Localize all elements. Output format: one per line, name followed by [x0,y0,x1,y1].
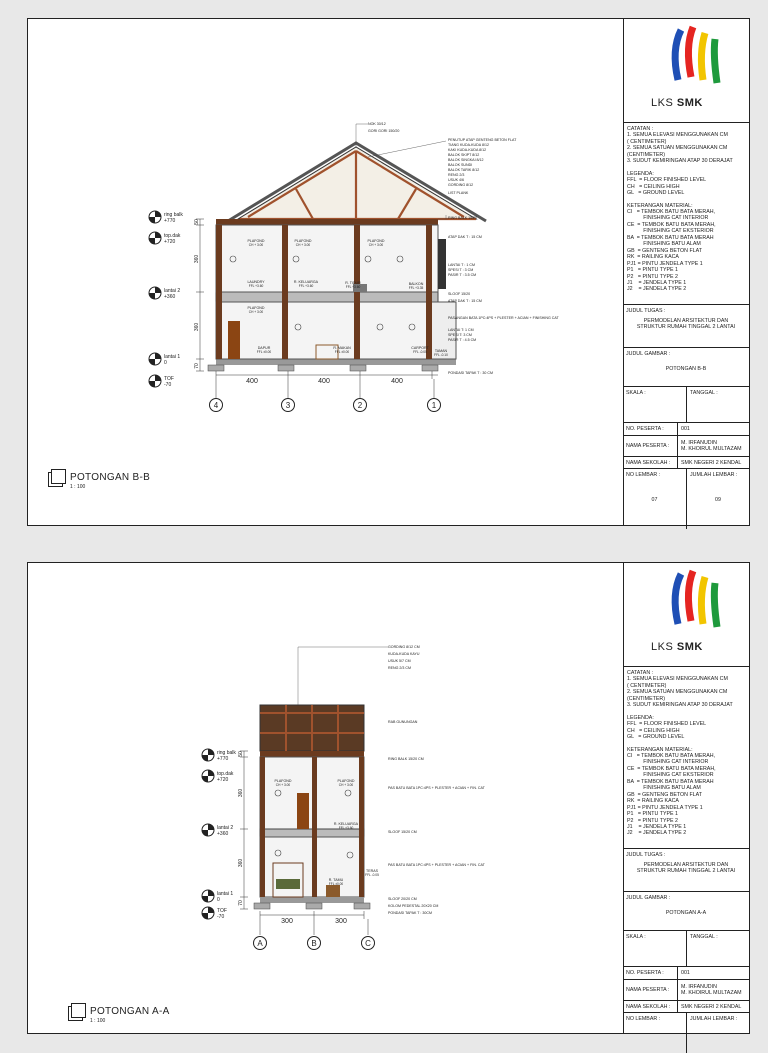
grid-label: A [257,939,263,948]
judul-tugas-label: JUDUL TUGAS : [626,308,666,314]
no-peserta-label: NO. PESERTA : [623,967,678,979]
vertical-dimension: 360 [238,858,244,868]
room-level: FFL +3.60 [345,285,361,289]
callout-label: GORI GORI 150/20 [368,129,400,133]
material-line: FINISHING CAT EKSTERIOR [627,228,714,235]
callout-label: PONDASI TAPAK T : 30CM [388,911,433,915]
room-name: TERAS [366,869,378,873]
room-name: TAMAN [434,349,448,353]
catatan-line: 3. SUDUT KEMIRINGAN ATAP 30 DERAJAT [627,702,733,709]
material-line: P1 = PINTU TYPE 1 [627,267,678,274]
level-value: +770 [164,218,176,224]
room-level: FFL +3.60 [248,284,264,288]
level-name: lantai 1 [217,891,234,897]
horizontal-dimension: 400 [391,378,403,385]
material-line: CE = TEMBOK BATU BATA MERAH, [627,221,716,228]
callout-label: RAB GUNUNGAN [388,720,418,724]
grid-label: 2 [357,401,363,410]
grid-label: 4 [213,401,219,410]
callout-label: PASIR T : 3.5 CM [448,273,477,277]
nama-peserta-row [623,980,749,1001]
callout-label: KOLOM PEDESTAL 20X20 CM [388,904,439,908]
judul-gambar-label: JUDUL GAMBAR : [626,895,671,901]
room-level: FFL +3.60 [338,826,354,830]
nama-sekolah-value: SMK NEGERI 2 KENDAL [681,459,742,466]
callout-label: SLOOF 15/20 CM [388,830,417,834]
jumlah-lembar-label: JUMLAH LEMBAR : [690,472,738,478]
judul-tugas-value: PERMODELAN ARSITEKTUR DAN STRUKTUR RUMAH TINGGAL 2 LANTAI [636,862,736,874]
callout-label: RENG 2/3 [448,173,465,177]
room-level: FFL -0.10 [434,353,448,357]
jumlah-lembar-value: 09 [715,497,721,503]
callout-label: USUK 5/7 CM [388,659,411,663]
material-line: J1 = JENDELA TYPE 1 [627,823,687,830]
callout-label: NOK 30/12 [368,122,386,126]
catatan-line: 2. SEMUA SATUAN MENGGUNAKAN CM [627,689,728,696]
level-value: +360 [164,294,176,300]
callout-label: LANTAI T: 1 CM [448,328,474,332]
title-block [623,19,749,525]
material-line: P2 = PINTU TYPE 2 [627,817,678,824]
judul-tugas-label: JUDUL TUGAS : [626,852,666,858]
nama-peserta-2: M. KHOIRUL MULTAZAM [681,446,742,452]
catatan-line: ( CENTIMETER) [627,138,667,145]
skala-label: SKALA : [626,390,646,396]
grid-label: 1 [431,401,437,410]
level-name: ring balk [164,212,183,218]
catatan-list [627,126,745,165]
no-peserta-value: 001 [681,426,690,432]
catatan-line: (CENTIMETER) [627,695,665,702]
level-name: lantai 2 [164,288,181,294]
drawing-sheet-1 [27,18,750,526]
grid-label: B [311,939,317,948]
level-name: top.dak [164,233,181,239]
legenda-line: FFL = FLOOR FINISHED LEVEL [627,177,707,184]
level-value: +720 [164,239,176,245]
room-name: R. TAMU [328,878,344,882]
catatan-line: CATATAN : [627,670,654,676]
vertical-dimension: 70 [194,363,200,369]
judul-gambar-value: POTONGAN A-A [665,910,707,916]
nama-sekolah-row [623,1001,749,1013]
callout-label: ATAP DAK T : 15 CM [448,235,482,239]
nama-peserta-1: M. IRFANUDIN [681,984,717,990]
lks-logo-icon [663,569,729,635]
grid-label: 3 [285,401,291,410]
room-name: R. KELUARGA [293,280,319,284]
room-name: DAPUR [257,346,271,350]
callout-label: PONDASI TAPAK T : 30 CM [448,371,494,375]
level-name: ring balk [217,750,236,756]
caption-frame-icon [48,469,68,489]
material-line: KETERANGAN MATERIAL: [627,202,693,209]
material-line: P2 = PINTU TYPE 2 [627,273,678,280]
section-aa-drawing [28,563,623,1033]
material-line: CE = TEMBOK BATU BATA MERAH, [627,765,716,772]
vertical-dimension: 360 [194,322,200,332]
catatan-line: CATATAN : [627,126,654,132]
horizontal-dimension: 300 [335,918,347,925]
drawing-sheet-2 [27,562,750,1034]
catatan-line: ( CENTIMETER) [627,682,667,689]
vertical-dimension: 50 [194,219,200,225]
legenda-line: GL = GROUND LEVEL [627,734,685,741]
material-line: BA = TEMBOK BATU BATA MERAH [627,234,714,241]
callout-label: PASANGAN BATA 1PC:4PS + PLESTER + ACIAN + FINISHING CAT [448,316,559,320]
callout-label: LANTAI T : 1 CM [448,263,475,267]
drawing-area [28,19,624,525]
legenda-line: CH = CEILING HIGH [627,183,680,190]
material-line: GB = GENTENG BETON FLAT [627,247,703,254]
material-line: PJ1 = PINTU JENDELA TYPE 1 [627,260,703,267]
catatan-line: 1. SEMUA ELEVASI MENGGUNAKAN CM [627,676,728,683]
no-lembar-label: NO LEMBAR : [626,1016,661,1022]
catatan-line: 2. SEMUA SATUAN MENGGUNAKAN CM [627,145,728,152]
logo-text [651,641,703,653]
callout-label: TIANG KUDA-KUDA 8/12 [448,143,489,147]
room-level: FFL +3.35 [408,286,424,290]
callout-label: BALOK SINGKAI 8/12 [448,158,484,162]
material-list [627,747,745,837]
nama-sekolah-row [623,457,749,469]
drawing-area [28,563,624,1033]
judul-gambar-value: POTONGAN B-B [665,366,707,372]
catatan-list [627,670,745,709]
horizontal-dimension: 400 [246,378,258,385]
vertical-dimension: 50 [238,751,244,757]
callout-label: BALOK TARIK 8/12 [448,168,480,172]
logo-smk: SMK [676,97,703,109]
material-line: J1 = JENDELA TYPE 1 [627,279,687,286]
room-level: FFL -0.05 [413,350,427,354]
level-name: lantai 2 [217,825,234,831]
room-level: FFL ±0.00 [328,882,344,886]
no-peserta-row [623,423,749,436]
room-level: FFL +3.60 [298,284,314,288]
room-level: FFL ±0.00 [334,350,350,354]
room-name: CARPORT [411,346,429,350]
title-block [623,563,749,1033]
material-line: FINISHING BATU ALAM [627,785,701,792]
lks-smk-logo [623,19,749,123]
material-line: CI = TEMBOK BATU BATA MERAH, [627,752,716,759]
room-level: FFL ±0.00 [256,350,272,354]
material-line: KETERANGAN MATERIAL: [627,746,693,753]
callout-label: KAKI KUDA-KUDA 8/12 [448,148,487,152]
nama-peserta-1: M. IRFANUDIN [681,440,717,446]
room-name: PLAFOND [337,779,355,783]
callout-label: PAS BATU BATA 1PC:4PS + PLESTER + ACIAN + FIN. CAT [388,863,485,867]
callout-label: RING BALK 15/20 [448,216,478,220]
no-lembar-value: 07 [651,497,658,503]
callout-label: SPESI T: 3 CM [448,333,472,337]
room-name: R. TIDUR [345,281,361,285]
callout-label: RING BALK 15/20 CM [388,757,424,761]
caption-frame-icon [68,1003,88,1023]
room-level: CH + 3.00 [368,243,384,247]
level-value: -70 [164,382,172,388]
material-line: PJ1 = PINTU JENDELA TYPE 1 [627,804,703,811]
room-level: CH + 3.00 [248,243,264,247]
grid-label: C [365,939,371,948]
no-lembar-label: NO LEMBAR : [626,472,661,478]
material-list [627,203,745,293]
material-line: FINISHING CAT INTERIOR [627,215,709,222]
nama-peserta-2: M. KHOIRUL MULTAZAM [681,990,742,996]
material-line: P1 = PINTU TYPE 1 [627,811,678,818]
lembar-row [623,469,749,529]
callout-label: GORDING 8/12 [448,183,474,187]
level-name: TOF [217,908,227,914]
skala-tanggal-row [623,931,749,967]
notes-block [623,123,749,305]
callout-label: PAS BATU BATA 1PC:4PS + PLESTER + ACIAN + FIN. CAT [388,786,485,790]
horizontal-dimension: 400 [318,378,330,385]
nama-sekolah-label: NAMA SEKOLAH : [623,1001,678,1012]
level-name: TOF [164,376,174,382]
level-value: 0 [164,360,167,366]
callout-label: ATAP DAK T : 15 CM [448,299,482,303]
lembar-row [623,1013,749,1053]
callout-label: GORDING 8/12 CM [388,645,420,649]
legenda-line: FFL = FLOOR FINISHED LEVEL [627,721,707,728]
material-line: RK = RAILING KACA [627,254,679,261]
caption-scale: 1 : 100 [90,1018,106,1024]
lks-smk-logo [623,563,749,667]
room-name: PLAFOND [367,239,385,243]
nama-peserta-row [623,436,749,457]
material-line: J2 = JENDELA TYPE 2 [627,286,687,293]
room-name: PLAFOND [247,306,265,310]
legenda-line: LEGENDA: [627,714,654,721]
logo-smk: SMK [676,641,703,653]
material-line: GB = GENTENG BETON FLAT [627,791,703,798]
vertical-dimension: 360 [194,254,200,264]
catatan-line: 1. SEMUA ELEVASI MENGGUNAKAN CM [627,132,728,139]
legenda-line: GL = GROUND LEVEL [627,190,685,197]
logo-lks: LKS [651,97,674,109]
notes-block [623,667,749,849]
skala-tanggal-row [623,387,749,423]
room-level: CH + 3.00 [338,783,354,787]
room-level: CH + 3.00 [275,783,291,787]
no-peserta-label: NO. PESERTA : [623,423,678,435]
room-name: PLAFOND [274,779,292,783]
room-level: CH + 3.00 [295,243,311,247]
nama-peserta-label: NAMA PESERTA : [623,436,678,456]
nama-sekolah-label: NAMA SEKOLAH : [623,457,678,468]
legenda-list [627,715,745,741]
material-line: FINISHING BATU ALAM [627,241,701,248]
callout-label: SPESI T : 3 CM [448,268,474,272]
legenda-line: LEGENDA: [627,170,654,177]
callout-label: LIST PLANK [448,191,469,195]
callout-label: BALOK SUNDI [448,163,473,167]
room-name: R. KELUARGA [333,822,359,826]
room-name: PLAFOND [294,239,312,243]
callout-label: RENG 2/3 CM [388,666,411,670]
catatan-line: 3. SUDUT KEMIRINGAN ATAP 30 DERAJAT [627,158,733,165]
section-bb-drawing [28,19,623,525]
horizontal-dimension: 300 [281,918,293,925]
material-line: FINISHING CAT INTERIOR [627,759,709,766]
room-level: CH + 3.00 [248,310,264,314]
caption-title: POTONGAN A-A [90,1006,170,1017]
callout-label: PASIR T : 4.5 CM [448,338,477,342]
vertical-dimension: 360 [238,788,244,798]
vertical-dimension: 70 [238,900,244,906]
judul-tugas-value: PERMODELAN ARSITEKTUR DAN STRUKTUR RUMAH TINGGAL 2 LANTAI [636,318,736,330]
material-line: CI = TEMBOK BATU BATA MERAH, [627,208,716,215]
tanggal-label: TANGGAL : [690,934,718,940]
no-peserta-value: 001 [681,970,690,976]
caption-scale: 1 : 100 [70,484,86,490]
material-line: RK = RAILING KACA [627,798,679,805]
catatan-line: (CENTIMETER) [627,151,665,158]
level-value: 0 [217,897,220,903]
callout-label: SLOOF 20/20 CM [388,897,417,901]
level-value: +770 [217,756,229,762]
room-name: LAUNDRY [247,280,265,284]
nama-sekolah-value: SMK NEGERI 2 KENDAL [681,1003,742,1010]
logo-lks: LKS [651,641,674,653]
callout-label: USUK 4/6 [448,178,464,182]
no-peserta-row [623,967,749,980]
legenda-list [627,171,745,197]
callout-label: SLOOF 15/20 [448,292,471,296]
level-value: +720 [217,777,229,783]
lks-logo-icon [663,25,729,91]
nama-peserta-label: NAMA PESERTA : [623,980,678,1000]
room-name: PLAFOND [247,239,265,243]
judul-gambar-cell [623,892,749,931]
judul-gambar-cell [623,348,749,387]
tanggal-label: TANGGAL : [690,390,718,396]
judul-tugas-cell [623,305,749,348]
callout-label: PENUTUP ATAP GENTENG BETON FLAT [448,138,517,142]
judul-gambar-label: JUDUL GAMBAR : [626,351,671,357]
skala-label: SKALA : [626,934,646,940]
material-line: BA = TEMBOK BATU BATA MERAH [627,778,714,785]
level-name: top.dak [217,771,234,777]
callout-label: KUDA-KUDA KAYU [388,652,420,656]
judul-tugas-cell [623,849,749,892]
room-level: FFL -0.05 [365,873,379,877]
level-value: +360 [217,831,229,837]
caption-title: POTONGAN B-B [70,472,151,483]
legenda-line: CH = CEILING HIGH [627,727,680,734]
jumlah-lembar-label: JUMLAH LEMBAR : [690,1016,738,1022]
level-name: lantai 1 [164,354,181,360]
material-line: FINISHING CAT EKSTERIOR [627,772,714,779]
logo-text [651,97,703,109]
room-name: R. MAKAN [333,346,351,350]
room-name: BALKON [408,282,424,286]
level-value: -70 [217,914,225,920]
callout-label: BALOK SKIPT 8/12 [448,153,480,157]
material-line: J2 = JENDELA TYPE 2 [627,830,687,837]
